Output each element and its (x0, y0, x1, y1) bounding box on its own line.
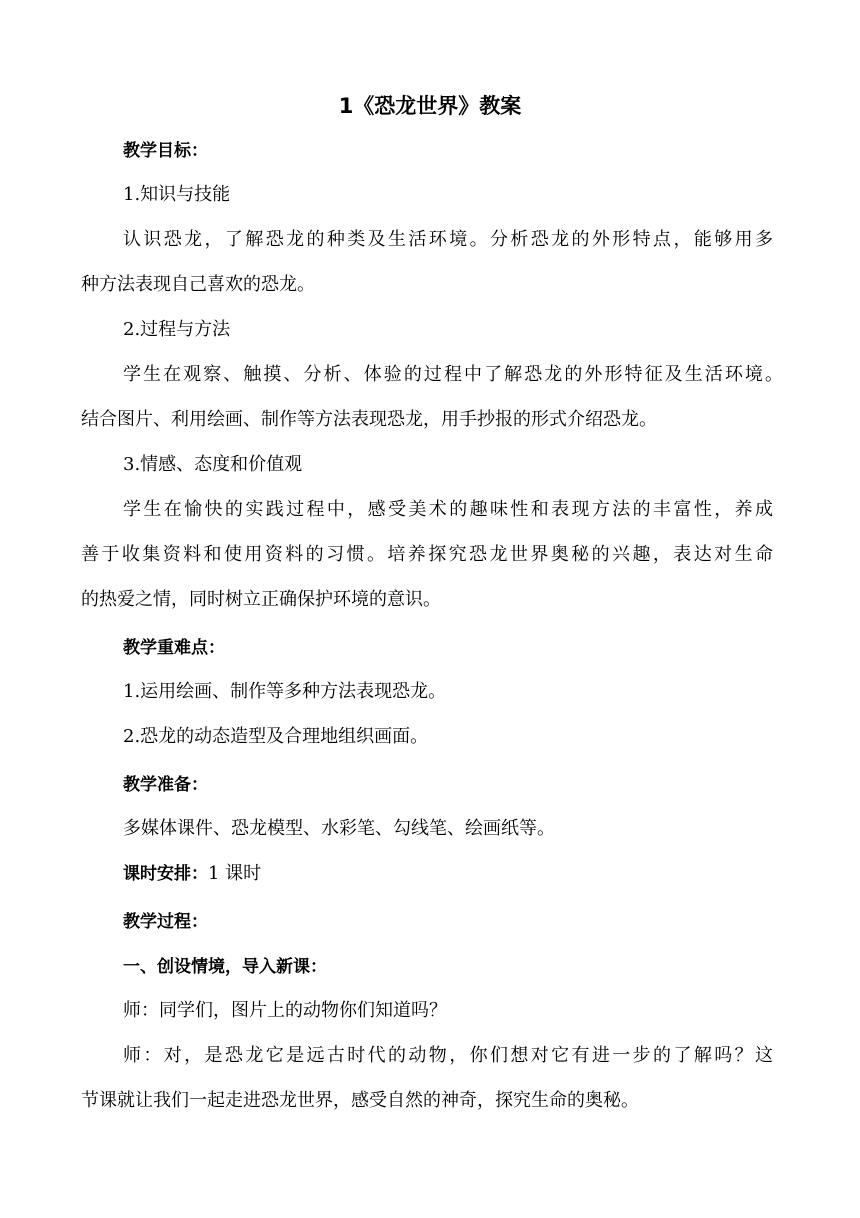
key-point-2: 2.恐龙的动态造型及合理地组织画面。 (123, 726, 429, 747)
section-1-heading: 一、创设情境，导入新课： (123, 957, 327, 977)
subheading-knowledge-skills: 1.知识与技能 (123, 184, 231, 205)
paragraph-3-line-2: 善于收集资料和使用资料的习惯。培养探究恐龙世界奥秘的兴趣，表达对生命 (81, 544, 773, 565)
key-points-heading: 教学重难点： (123, 638, 225, 658)
subheading-emotion-values: 3.情感、态度和价值观 (123, 454, 303, 475)
subheading-process-methods: 2.过程与方法 (123, 319, 231, 340)
schedule-label: 课时安排： (123, 864, 208, 884)
process-heading: 教学过程： (123, 912, 208, 932)
preparation-text: 多媒体课件、恐龙模型、水彩笔、勾线笔、绘画纸等。 (123, 818, 555, 839)
preparation-heading: 教学准备： (123, 775, 208, 795)
paragraph-2-line-2: 结合图片、利用绘画、制作等方法表现恐龙，用手抄报的形式介绍恐龙。 (81, 409, 657, 430)
document-title: 1《恐龙世界》教案 (338, 94, 522, 118)
key-point-1: 1.运用绘画、制作等多种方法表现恐龙。 (123, 681, 447, 702)
dialogue-2-line-1: 师：对，是恐龙它是远古时代的动物，你们想对它有进一步的了解吗？这 (123, 1045, 773, 1066)
dialogue-2-line-2: 节课就让我们一起走进恐龙世界，感受自然的神奇，探究生命的奥秘。 (81, 1090, 639, 1111)
schedule-value: 1 课时 (208, 863, 262, 884)
paragraph-1-line-2: 种方法表现自己喜欢的恐龙。 (81, 274, 315, 295)
paragraph-1-line-1: 认识恐龙，了解恐龙的种类及生活环境。分析恐龙的外形特点，能够用多 (123, 229, 773, 250)
objectives-heading: 教学目标： (123, 141, 208, 161)
paragraph-2-line-1: 学生在观察、触摸、分析、体验的过程中了解恐龙的外形特征及生活环境。 (123, 364, 783, 385)
dialogue-line-1: 师：同学们，图片上的动物你们知道吗？ (123, 1000, 447, 1021)
paragraph-3-line-3: 的热爱之情，同时树立正确保护环境的意识。 (81, 589, 441, 610)
paragraph-3-line-1: 学生在愉快的实践过程中，感受美术的趣味性和表现方法的丰富性，养成 (123, 499, 773, 520)
schedule-line (123, 861, 261, 887)
